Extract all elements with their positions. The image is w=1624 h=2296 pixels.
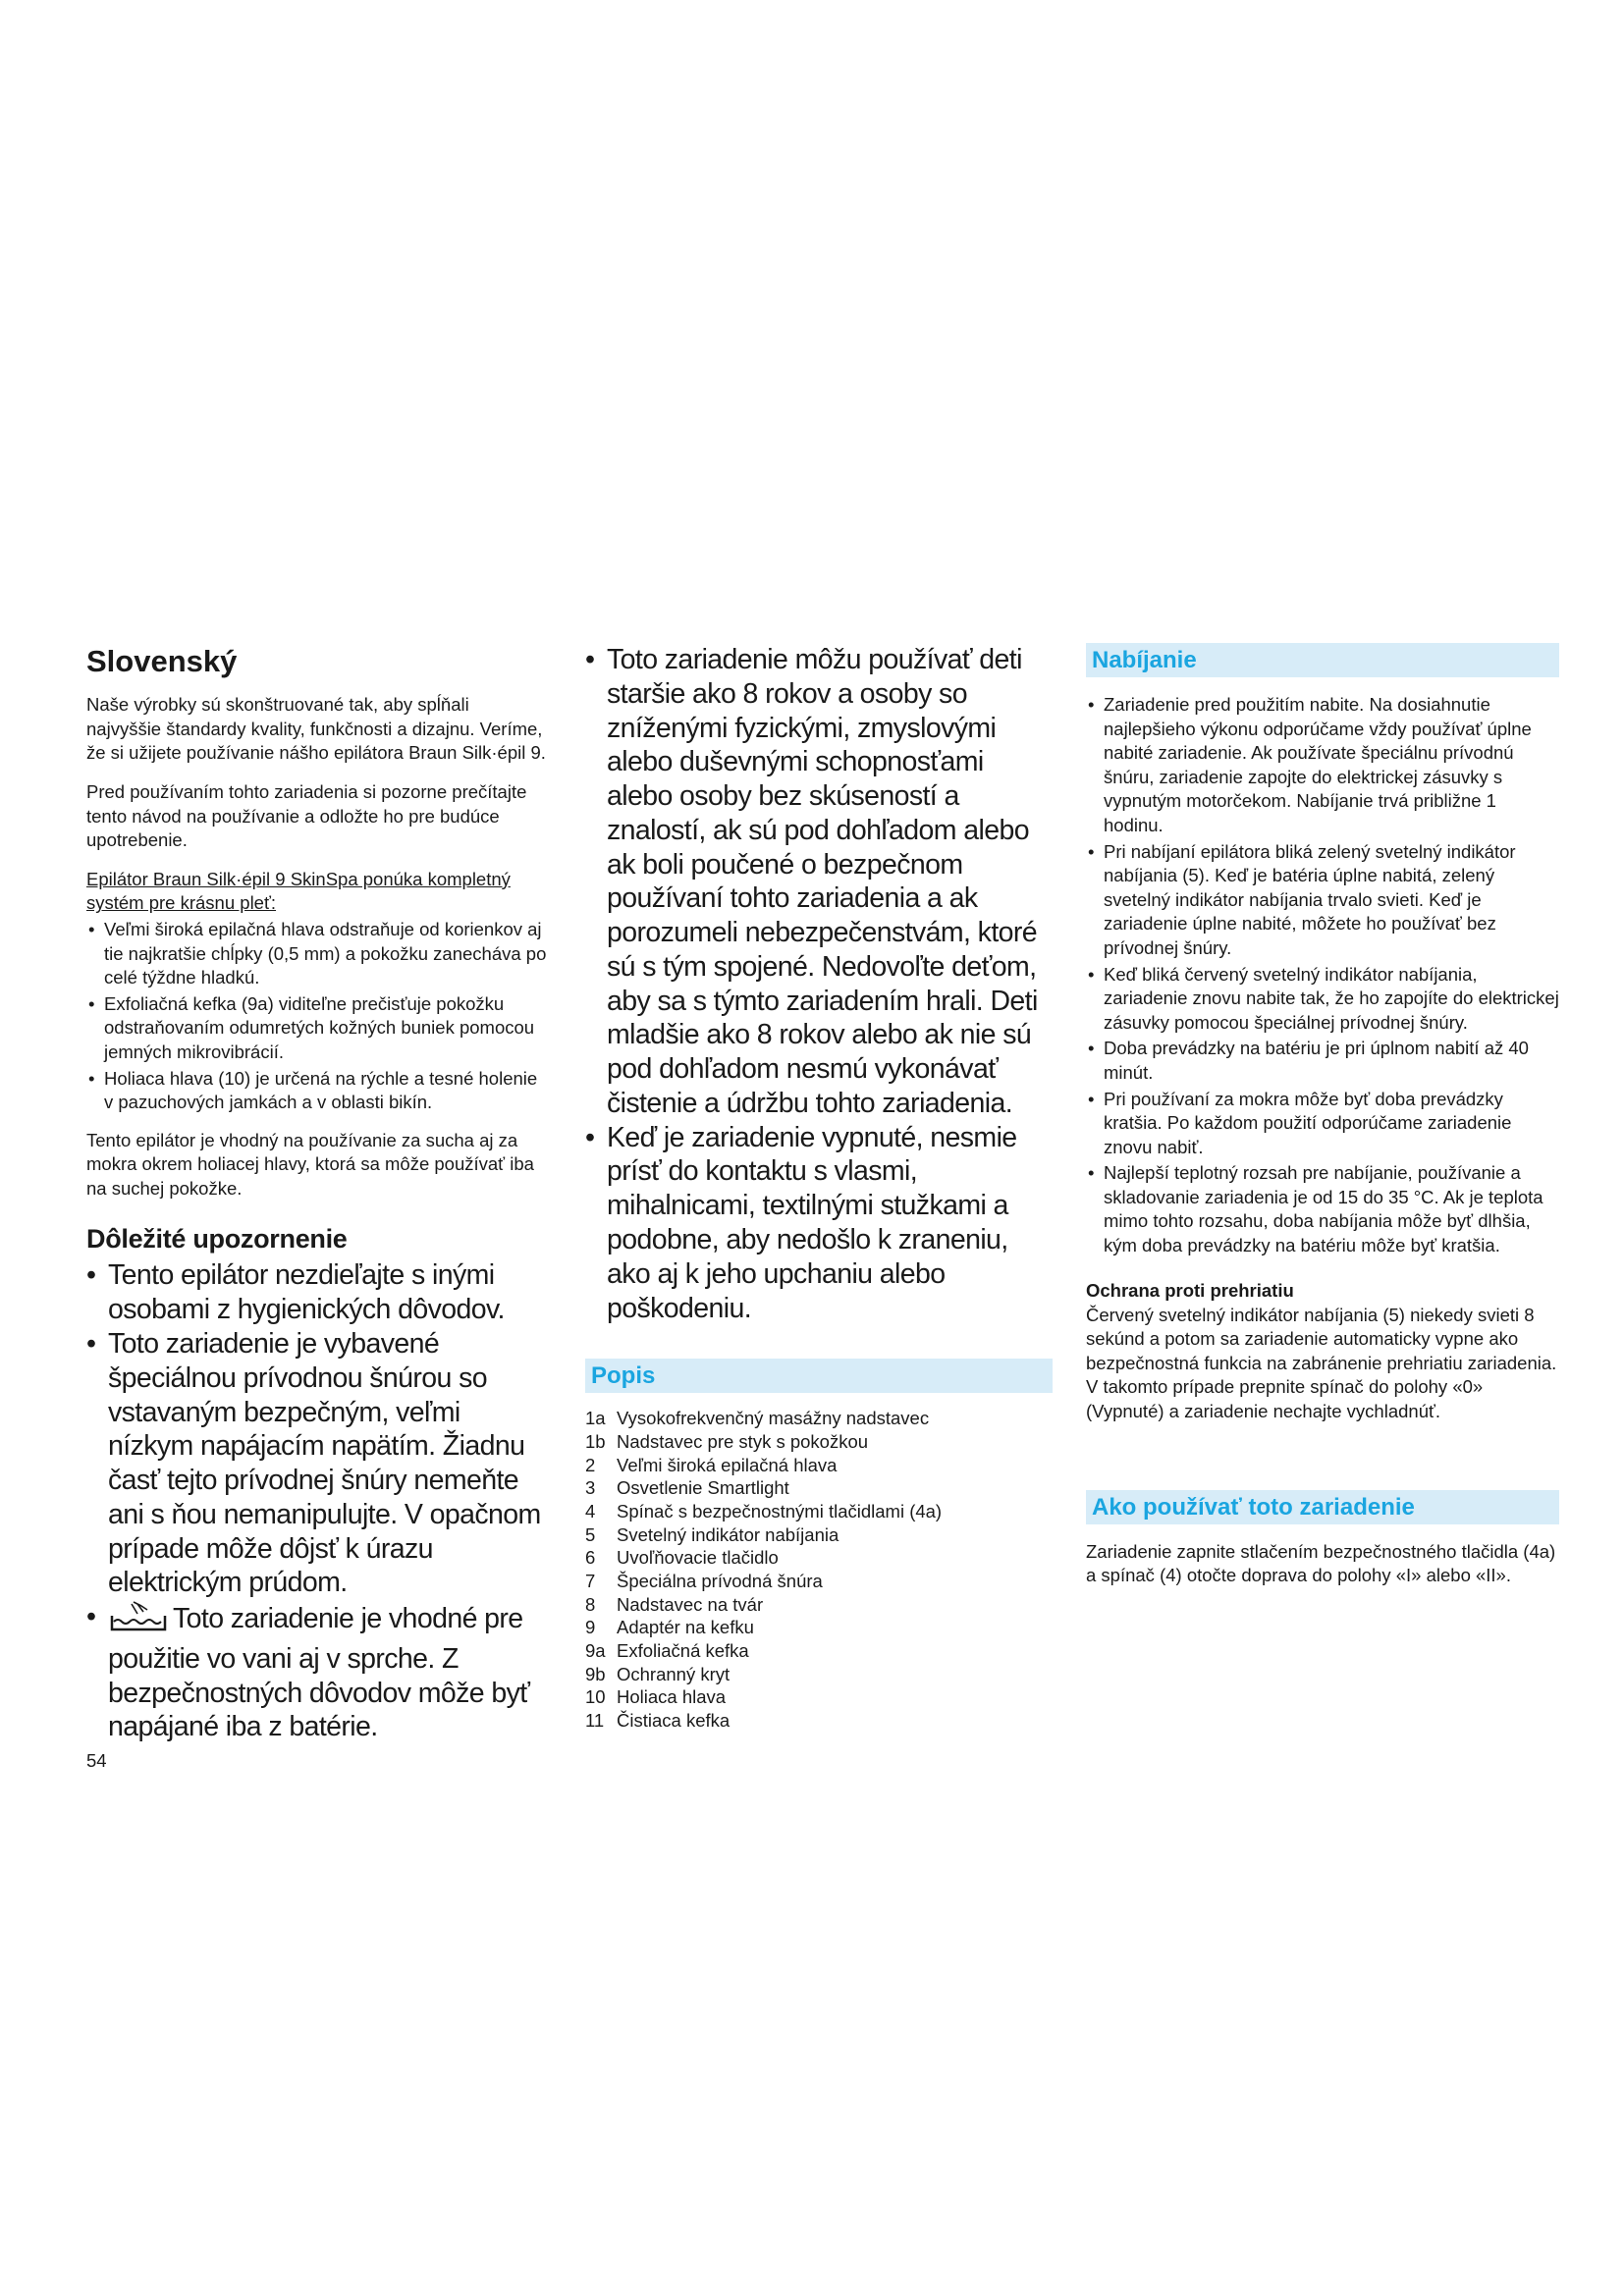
part-number: 11 <box>585 1710 605 1732</box>
part-item <box>585 1430 1053 1454</box>
section-heading-howto: Ako používať toto zariadenie <box>1086 1490 1559 1524</box>
part-item <box>585 1523 1053 1547</box>
warning-list <box>86 1258 548 1744</box>
part-label: Ochranný kryt <box>617 1663 731 1684</box>
part-item <box>585 1407 1053 1430</box>
part-number: 4 <box>585 1501 596 1522</box>
overheat-heading: Ochrana proti prehriatiu <box>1086 1279 1294 1301</box>
list-item-shower <box>86 1600 548 1744</box>
part-label: Veľmi široká epilačná hlava <box>617 1454 838 1475</box>
part-item <box>585 1570 1053 1593</box>
part-item <box>585 1476 1053 1500</box>
part-label: Špeciálna prívodná šnúra <box>617 1571 823 1592</box>
list-item: • Keď je zariadenie vypnuté, nesmie prísť do kontaktu s vlasmi, mihalnicami, textilnými stužkami a podobne, aby nedošlo k zraneniu, ako aj k jeho upchaniu alebo poškodeniu. <box>585 1121 1053 1326</box>
list-item: • Pri nabíjaní epilátora bliká zelený svetelný indikátor nabíjania (5). Keď je batéria úplne nabitá, zelený svetelný indikátor nabíjania trvalo svieti. Keď je zariadenie úplne nabité, môžete ho používať bez prívodnej šnúry. <box>1086 840 1559 961</box>
page-title: Slovenský <box>86 644 238 678</box>
list-item: • Toto zariadenie môžu používať deti staršie ako 8 rokov a osoby so zníženými fyzickými, zmyslovými alebo duševnými schopnosťami alebo osoby bez skúseností a znalostí, ak sú pod dohľadom alebo ak boli poučené o bezpečnom používaní tohto zariadenia a ak porozumeli nebezpečenstvám, ktoré sú s tým spojené. Nedovoľte deťom, aby sa s týmto zariadením hrali. Deti mladšie ako 8 rokov alebo ak nie sú pod dohľadom nesmú vykonávať čistenie a údržbu tohto zariadenia. <box>585 643 1053 1121</box>
charging-list <box>1086 693 1559 1258</box>
shower-bath-icon <box>108 1600 169 1642</box>
shower-text: Toto zariadenie je vhodné pre použitie vo vani aj v sprche. Z bezpečnostných dôvodov môže byť napájané iba z batérie. <box>108 1603 530 1743</box>
list-item: • Keď bliká červený svetelný indikátor nabíjania, zariadenie znovu nabite tak, že ho zapojíte do elektrickej zásuvky pomocou špeciálnej prívodnej šnúry. <box>1086 963 1559 1036</box>
part-number: 8 <box>585 1593 596 1615</box>
part-item <box>585 1709 1053 1733</box>
part-label: Exfoliačná kefka <box>617 1640 749 1662</box>
list-item: • Holiaca hlava (10) je určená na rýchle a tesné holenie v pazuchových jamkách a v oblasti bikín. <box>86 1067 548 1115</box>
part-number: 1b <box>585 1430 606 1452</box>
part-label: Adaptér na kefku <box>617 1617 754 1638</box>
list-item: • Doba prevádzky na batériu je pri úplnom nabití až 40 minút. <box>1086 1037 1559 1085</box>
list-item: • Tento epilátor nezdieľajte s inými osobami z hygienických dôvodov. <box>86 1258 548 1327</box>
part-label: Uvoľňovacie tlačidlo <box>617 1547 779 1569</box>
part-label: Svetelný indikátor nabíjania <box>617 1523 839 1545</box>
part-item <box>585 1685 1053 1709</box>
part-number: 1a <box>585 1408 606 1429</box>
part-number: 9 <box>585 1617 596 1638</box>
column-middle <box>585 643 1053 1733</box>
warning-heading: Dôležité upozornenie <box>86 1224 348 1255</box>
parts-list <box>585 1407 1053 1732</box>
page-number: 54 <box>86 1750 107 1772</box>
part-label: Holiaca hlava <box>617 1686 727 1708</box>
part-label: Čistiaca kefka <box>617 1710 731 1732</box>
part-item <box>585 1663 1053 1686</box>
section-heading-popis: Popis <box>585 1359 1053 1393</box>
part-number: 2 <box>585 1454 596 1475</box>
part-item <box>585 1616 1053 1639</box>
part-number: 10 <box>585 1686 606 1708</box>
part-item <box>585 1639 1053 1663</box>
part-number: 9a <box>585 1640 606 1662</box>
part-number: 7 <box>585 1571 596 1592</box>
skinspa-list <box>86 918 548 1115</box>
part-label: Vysokofrekvenčný masážny nadstavec <box>617 1408 930 1429</box>
part-label: Spínač s bezpečnostnými tlačidlami (4a) <box>617 1501 943 1522</box>
part-item <box>585 1546 1053 1570</box>
part-number: 9b <box>585 1663 606 1684</box>
howto-paragraph: Zariadenie zapnite stlačením bezpečnostného tlačidla (4a) a spínač (4) otočte doprava do polohy «I» alebo «II». <box>1086 1540 1556 1586</box>
column-right <box>1086 643 1559 1603</box>
list-item: • Toto zariadenie je vybavené špeciálnou prívodnou šnúrou so vstavaným bezpečným, veľmi nízkym napájacím napätím. Žiadnu časť tejto prívodnej šnúry nemeňte ani s ňou nemanipulujte. V opačnom prípade môže dôjsť k úrazu elektrickým prúdom. <box>86 1327 548 1600</box>
list-item: • Exfoliačná kefka (9a) viditeľne prečisťuje pokožku odstraňovaním odumretých kožných buniek pomocou jemných mikrovibrácií. <box>86 992 548 1065</box>
part-item <box>585 1593 1053 1617</box>
column-left <box>86 643 548 1772</box>
read-manual-paragraph: Pred používaním tohto zariadenia si pozorne prečítajte tento návod na používanie a odložte ho pre budúce upotrebenie. <box>86 780 527 851</box>
part-item <box>585 1454 1053 1477</box>
overheat-paragraph: Červený svetelný indikátor nabíjania (5) niekedy svieti 8 sekúnd a potom sa zariadenie automaticky vypne ako bezpečnostná funkcia na zabránenie prehriatiu zariadenia. V takomto prípade prepnite spínač do polohy «0» (Vypnuté) a zariadenie nechajte vychladnúť. <box>1086 1304 1557 1422</box>
list-item: • Zariadenie pred použitím nabite. Na dosiahnutie najlepšieho výkonu odporúčame vždy používať úplne nabité zariadenie. Ak používate špeciálnu prívodnú šnúru, zariadenie zapojte do elektrickej zásuvky s vypnutým motorčekom. Nabíjanie trvá približne 1 hodinu. <box>1086 693 1559 838</box>
part-number: 6 <box>585 1547 596 1569</box>
section-heading-nabijanie: Nabíjanie <box>1086 643 1559 677</box>
part-number: 3 <box>585 1477 596 1499</box>
part-label: Nadstavec na tvár <box>617 1593 764 1615</box>
part-item <box>585 1500 1053 1523</box>
part-label: Osvetlenie Smartlight <box>617 1477 789 1499</box>
part-label: Nadstavec pre styk s pokožkou <box>617 1430 869 1452</box>
warning-list-continued <box>585 643 1053 1325</box>
wet-dry-note: Tento epilátor je vhodný na používanie za sucha aj za mokra okrem holiacej hlavy, ktorá sa môže používať iba na suchej pokožke. <box>86 1129 534 1199</box>
list-item: • Veľmi široká epilačná hlava odstraňuje od korienkov aj tie najkratšie chĺpky (0,5 mm) a pokožku zanecháva po celé týždne hladkú. <box>86 918 548 990</box>
part-number: 5 <box>585 1523 596 1545</box>
list-item: • Najlepší teplotný rozsah pre nabíjanie, používanie a skladovanie zariadenia je od 15 do 35 °C. Ak je teplota mimo tohto rozsahu, doba nabíjania môže byť dlhšia, kým doba prevádzky na batériu môže byť kratšia. <box>1086 1161 1559 1257</box>
list-item: • Pri používaní za mokra môže byť doba prevádzky kratšia. Po každom použití odporúčame zariadenie znovu nabiť. <box>1086 1088 1559 1160</box>
intro-paragraph: Naše výrobky sú skonštruované tak, aby spĺňali najvyššie štandardy kvality, funkčnosti a dizajnu. Veríme, že si užijete používanie nášho epilátora Braun Silk·épil 9. <box>86 694 546 764</box>
skinspa-lead: Epilátor Braun Silk·épil 9 SkinSpa ponúka kompletný systém pre krásnu pleť: <box>86 868 511 914</box>
